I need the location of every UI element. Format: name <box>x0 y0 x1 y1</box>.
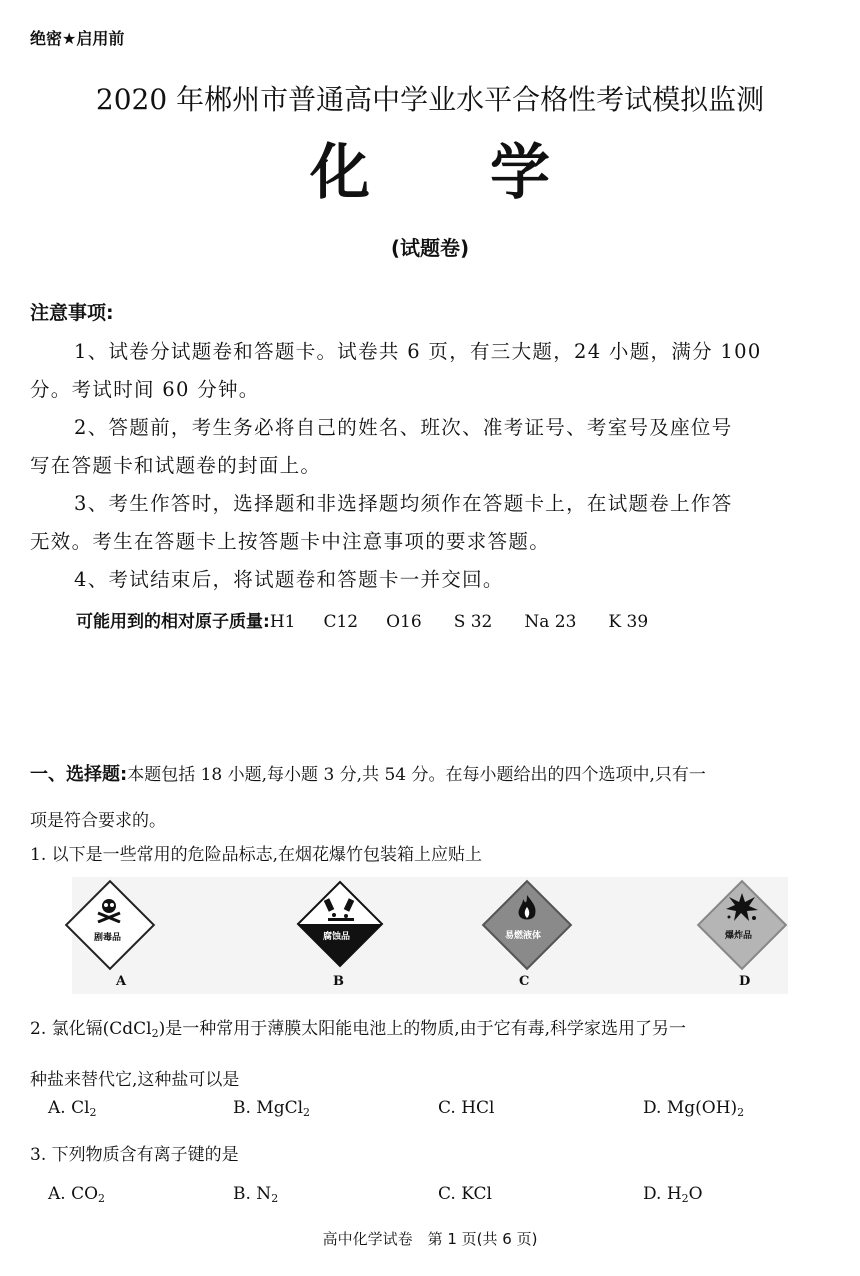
atomic-mass-c: C12 <box>323 612 359 632</box>
sign-d-label: 爆炸品 <box>725 931 753 941</box>
subject-title: 化 学 <box>310 138 550 208</box>
q3-stem: 3. 下列物质含有离子键的是 <box>30 1145 239 1165</box>
explosion-icon <box>725 891 759 927</box>
atomic-mass-label: 可能用到的相对原子质量: <box>76 612 270 632</box>
q2-stem-subscript: 2 <box>151 1027 159 1040</box>
note-item-4 <box>30 561 832 599</box>
note-3-line-2: 无效。考生在答题卡上按答题卡中注意事项的要求答题。 <box>30 530 551 553</box>
section-1-intro-line-1: 本题包括 18 小题,每小题 3 分,共 54 分。在每小题给出的四个选项中,只有一 <box>127 765 706 785</box>
skull-crossbones-icon <box>94 897 124 927</box>
q3-option-d[interactable]: D. $H_2O$ <box>643 1184 703 1205</box>
note-3-line-1: 3、考生作答时，选择题和非选择题均须作在答题卡上，在试题卷上作答 <box>74 492 733 515</box>
hazard-signs-figure <box>72 877 788 994</box>
q2-stem-line-2: 种盐来替代它,这种盐可以是 <box>30 1070 240 1090</box>
sign-b-letter: B <box>333 974 344 989</box>
q2-option-b[interactable]: B. MgCl$_2$ <box>233 1098 311 1119</box>
q2-stem-part-1: 2. 氯化镉(CdCl <box>30 1019 152 1039</box>
note-2-line-1: 2、答题前，考生务必将自己的姓名、班次、准考证号、考室号及座位号 <box>74 416 733 439</box>
secret-mark: 绝密★启用前 <box>30 29 125 48</box>
notes-heading: 注意事项: <box>30 302 114 324</box>
q2-stem-part-2: )是一种常用于薄膜太阳能电池上的物质,由于它有毒,科学家选用了另一 <box>158 1019 687 1039</box>
q1-stem: 1. 以下是一些常用的危险品标志,在烟花爆竹包装箱上应贴上 <box>30 845 483 865</box>
sign-c-label: 易燃液体 <box>505 931 542 941</box>
sign-d-letter: D <box>739 974 751 989</box>
note-1-line-2: 分。考试时间 60 分钟。 <box>30 378 260 401</box>
q2-stem <box>30 1006 832 1103</box>
atomic-mass-h: H1 <box>269 612 296 632</box>
atomic-mass-na: Na 23 <box>524 612 577 632</box>
note-item-2 <box>30 409 832 485</box>
page-footer: 高中化学试卷 第 1 页(共 6 页) <box>322 1230 538 1248</box>
q2-option-c[interactable]: C. HCl <box>438 1098 495 1118</box>
sign-b-label: 腐蚀品 <box>323 932 351 942</box>
atomic-mass-k: K 39 <box>608 612 649 632</box>
q3-option-a[interactable]: A. $CO_2$ <box>48 1184 106 1205</box>
atomic-mass-o: O16 <box>386 612 422 632</box>
note-4-text: 4、考试结束后，将试题卷和答题卡一并交回。 <box>74 568 504 591</box>
atomic-mass-s: S 32 <box>453 612 493 632</box>
exam-title: 2020 年郴州市普通高中学业水平合格性考试模拟监测 <box>95 83 765 116</box>
atomic-mass-line <box>76 607 648 632</box>
q3-option-c[interactable]: C. KCl <box>438 1184 492 1204</box>
note-item-3 <box>30 485 832 561</box>
q2-option-a[interactable]: A. $Cl_2$ <box>48 1098 97 1119</box>
note-2-line-2: 写在答题卡和试题卷的封面上。 <box>30 454 322 477</box>
section-1-intro <box>30 752 832 844</box>
section-1-intro-line-2: 项是符合要求的。 <box>30 811 166 831</box>
flame-icon <box>515 893 539 927</box>
q2-option-d[interactable]: D. $Mg(OH)_2$ <box>643 1098 745 1119</box>
sign-a-letter: A <box>116 974 127 989</box>
section-1-heading: 一、选择题: <box>30 764 128 785</box>
note-item-1 <box>30 333 832 409</box>
sign-a-label: 剧毒品 <box>94 933 122 943</box>
paper-type: (试题卷) <box>390 236 470 260</box>
corrosive-icon <box>324 897 358 925</box>
q3-option-b[interactable]: B. $N_2$ <box>233 1184 279 1205</box>
sign-c-letter: C <box>519 974 530 989</box>
note-1-line-1: 1、试卷分试题卷和答题卡。试卷共 6 页，有三大题，24 小题，满分 100 <box>74 340 762 363</box>
